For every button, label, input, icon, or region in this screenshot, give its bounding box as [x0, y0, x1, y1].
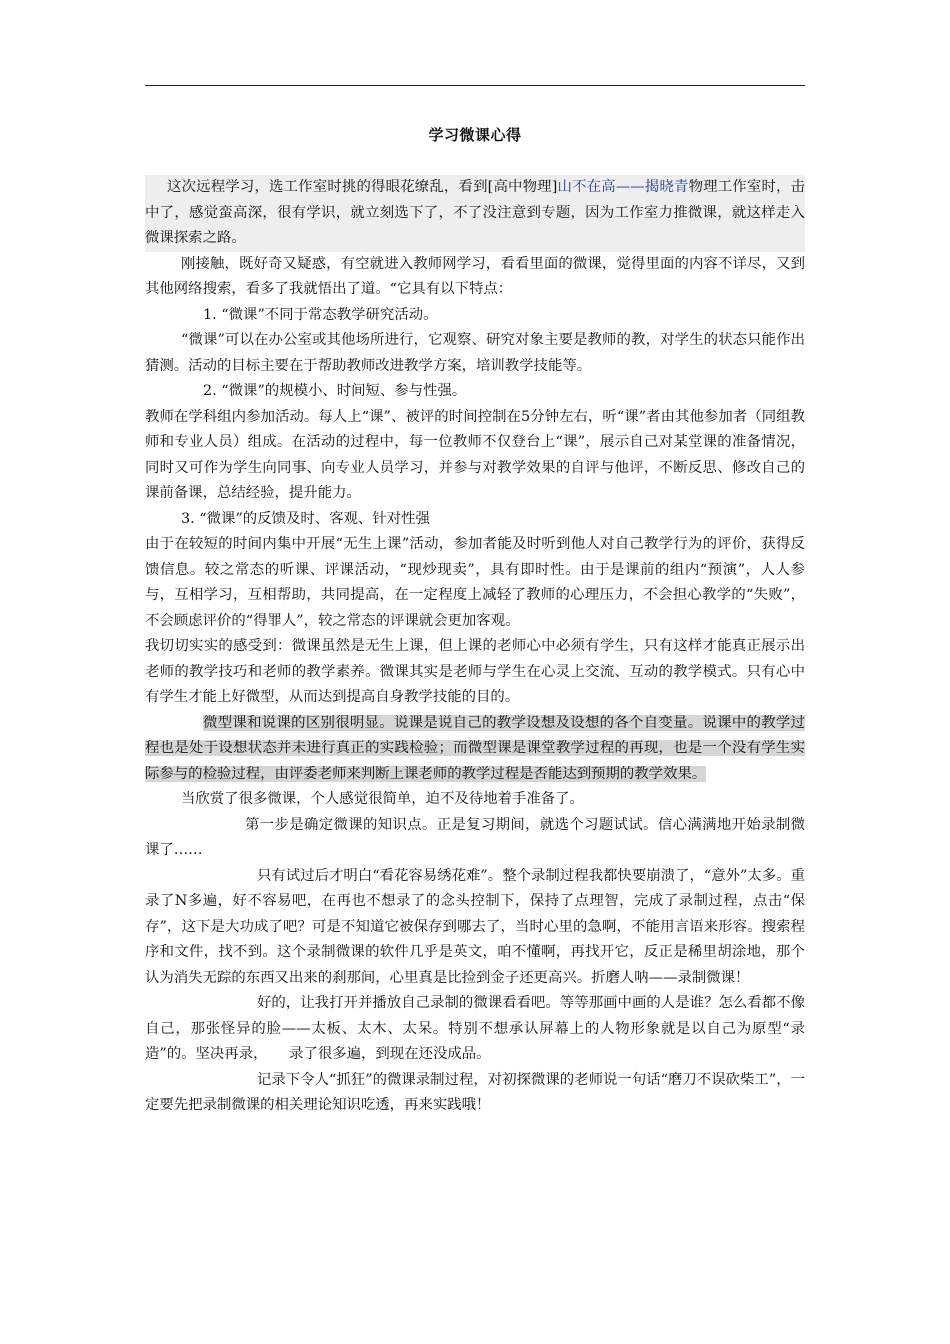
paragraph-recording: 只有试过后才明白“看花容易绣花难”。整个录制过程我都快要崩溃了，“意外”太多。重录了N多遍，好不容易吧，在再也不想录了的念头控制下，保持了点理智，完成了录制过程，点击“保存”，这下是大功成了吧？可是不知道它被保存到哪去了，当时心里的急啊，不能用言语来形容。搜索程序和文件，找不到。这个录制微课的软件几乎是英文，咱不懂啊，再找开它，反正是稀里胡涂地，那个认为消失无踪的东西又出来的刹那间，心里真是比捡到金子还更高兴。折磨人呐——录制微课！ [145, 867, 805, 986]
feature-heading-3: 3. “微课”的反馈及时、客观、针对性强 [181, 510, 430, 527]
paragraph-microlesson-vs-talk [145, 711, 805, 788]
paragraph-step-one: 第一步是确定微课的知识点。正是复习期间，就选个习题试试。信心满满地开始录制微课了…… [145, 816, 805, 858]
studio-link[interactable]: 山不在高——揭晓青 [557, 179, 689, 195]
highlighted-text: 微型课和说课的区别很明显。说课是说自己的教学设想及设想的各个自变量。说课中的教学过程也是处于设想状态并未进行真正的实践检验；而微型课是课堂教学过程的再现，也是一个没有学生实际参与的检验过程，由评委老师来判断上课老师的教学过程是否能达到预期的教学效果。 [145, 714, 805, 782]
document-body [145, 175, 805, 1119]
paragraph-playback: 好的，让我打开并播放自己录制的微课看看吧。等等那画中画的人是谁？怎么看都不像自己，那张怪异的脸——太板、太木、太呆。特别不想承认屏幕上的人物形象就是以自己为原型“录造”的。坚决再录， 录了很多遍，到现在还没成品。 [145, 995, 805, 1062]
document-title: 学习微课心得 [428, 126, 522, 144]
paragraph-first-contact: 刚接触，既好奇又疑惑，有空就进入教师网学习，看看里面的微课，觉得里面的内容不详尽，又到其他网络搜索，看多了我就悟出了道。“它具有以下特点： [145, 255, 805, 297]
paragraph-feature-1: “微课”可以在办公室或其他场所进行，它观察、研究对象主要是教师的教，对学生的状态只能作出猜测。活动的目标主要在于帮助教师改进教学方案，培训教学技能等。 [145, 332, 805, 374]
paragraph-conclusion: 记录下令人“抓狂”的微课录制过程，对初探微课的老师说一句话“磨刀不误砍柴工”，一定要先把录制微课的相关理论知识吃透，再来实践哦！ [145, 1071, 805, 1113]
header-rule [145, 85, 805, 86]
paragraph-intro [145, 175, 805, 252]
feature-heading-2: 2. “微课”的规模小、时间短、参与性强。 [203, 383, 467, 399]
paragraph-reflection: 我切切实实的感受到：微课虽然是无生上课，但上课的老师心中必须有学生，只有这样才能真正展示出老师的教学技巧和老师的教学素养。微课其实是老师与学生在心灵上交流、互动的教学模式。只有心中有学生才能上好微型，从而达到提高自身教学技能的目的。 [145, 638, 805, 705]
feature-heading-1: 1. “微课”不同于常态教学研究活动。 [203, 306, 438, 323]
paragraph-feature-3: 由于在较短的时间内集中开展“无生上课”活动，参加者能及时听到他人对自己教学行为的评价，获得反馈信息。较之常态的听课、评课活动，“现炒现卖”，具有即时性。由于是课前的组内“预演”，人人参与，互相学习，互相帮助，共同提高，在一定程度上减轻了教师的心理压力，不会担心教学的“失败”，不会顾虑评价的“得罪人”，较之常态的评课就会更加客观。 [145, 536, 805, 629]
intro-text-b: 物理工作室时，击中了，感觉蛮高深，很有学识，就立刻选下了，不了没注意到专题，因为工作室力推微课，就这样走入微课探索之路。 [145, 179, 805, 246]
paragraph-feature-2: 教师在学科组内参加活动。每人上“课”、被评的时间控制在5分钟左右，听“课”者由其他参加者（同组教师和专业人员）组成。在活动的过程中，每一位教师不仅登台上“课”，展示自己对某堂课的准备情况，同时又可作为学生向同事、向专业人员学习，并参与对教学效果的自评与他评，不断反思、修改自己的课前备课，总结经验，提升能力。 [145, 408, 805, 501]
intro-text-a: 这次远程学习，选工作室时挑的得眼花缭乱，看到[高中物理] [167, 179, 558, 195]
paragraph-ready: 当欣赏了很多微课，个人感觉很简单，迫不及待地着手准备了。 [181, 791, 584, 807]
